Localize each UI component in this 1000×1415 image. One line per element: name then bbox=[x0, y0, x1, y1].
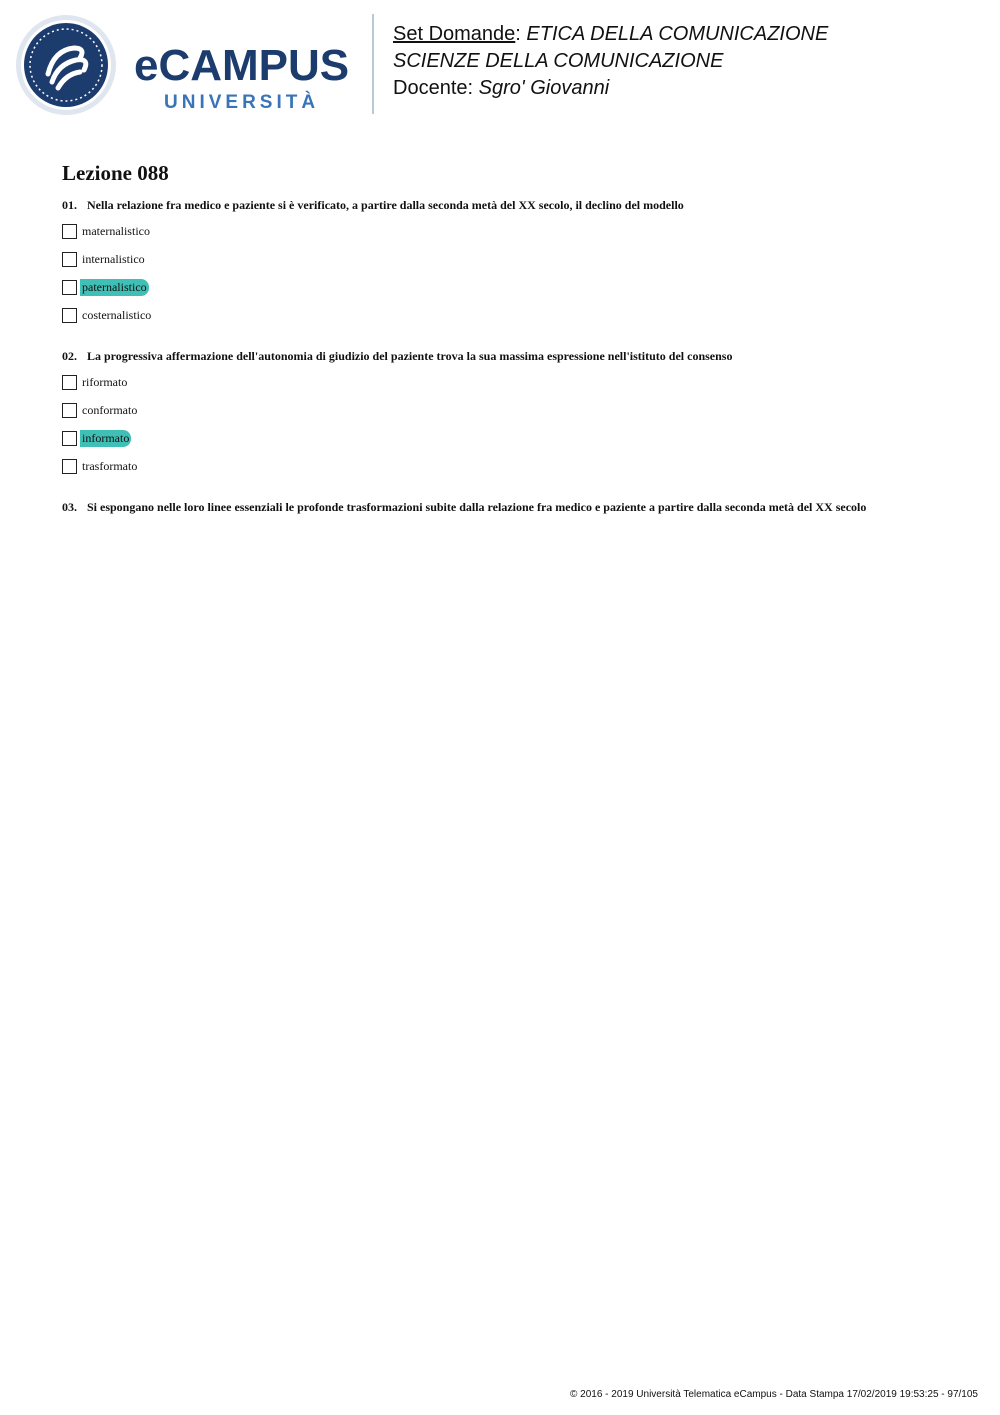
answer-option[interactable] bbox=[62, 306, 153, 324]
answer-option[interactable] bbox=[62, 222, 152, 240]
header-divider bbox=[372, 14, 374, 114]
docente-name: Sgro' Giovanni bbox=[478, 77, 610, 99]
question-02 bbox=[62, 349, 732, 364]
answer-label: conformato bbox=[82, 402, 138, 417]
logo-subtitle: UNIVERSITÀ bbox=[164, 92, 320, 113]
correct-answer-label: informato bbox=[82, 430, 130, 445]
answer-checkbox[interactable] bbox=[62, 280, 77, 295]
answer-checkbox[interactable] bbox=[62, 431, 77, 446]
docente-line bbox=[393, 75, 828, 102]
answer-option[interactable] bbox=[62, 373, 129, 391]
question-01 bbox=[62, 198, 684, 213]
answer-label: trasformato bbox=[82, 458, 138, 473]
question-number: 02. bbox=[62, 349, 77, 363]
page-footer: © 2016 - 2019 Università Telematica eCampus - Data Stampa 17/02/2019 19:53:25 - 97/105 bbox=[570, 1389, 978, 1400]
question-03 bbox=[62, 500, 866, 515]
answer-checkbox[interactable] bbox=[62, 375, 77, 390]
page-header bbox=[0, 0, 1000, 130]
set-label: Set Domande bbox=[393, 23, 516, 45]
question-number: 03. bbox=[62, 500, 77, 514]
answer-label: riformato bbox=[82, 374, 128, 389]
answer-option[interactable] bbox=[62, 429, 131, 447]
answer-label: maternalistico bbox=[82, 223, 150, 238]
answer-option[interactable] bbox=[62, 457, 139, 475]
lesson-title: Lezione 088 bbox=[62, 161, 169, 185]
question-number: 01. bbox=[62, 198, 77, 212]
answer-checkbox[interactable] bbox=[62, 224, 77, 239]
answer-checkbox[interactable] bbox=[62, 308, 77, 323]
logo-wordmark: eCAMPUS bbox=[134, 41, 350, 90]
question-text: La progressiva affermazione dell'autonomia di giudizio del paziente trova la sua massima espressione nell'istituto del consenso bbox=[87, 349, 733, 363]
set-separator: : bbox=[515, 23, 527, 45]
set-line bbox=[393, 21, 828, 48]
question-text: Nella relazione fra medico e paziente si è verificato, a partire dalla seconda metà del XX secolo, il declino del modello bbox=[87, 198, 684, 212]
docente-label: Docente: bbox=[393, 77, 479, 99]
answer-checkbox[interactable] bbox=[62, 252, 77, 267]
answer-checkbox[interactable] bbox=[62, 459, 77, 474]
answer-option[interactable] bbox=[62, 401, 139, 419]
program-name: SCIENZE DELLA COMUNICAZIONE bbox=[393, 50, 724, 72]
course-name: ETICA DELLA COMUNICAZIONE bbox=[526, 23, 829, 45]
answer-label: costernalistico bbox=[82, 307, 152, 322]
answer-checkbox[interactable] bbox=[62, 403, 77, 418]
correct-answer-label: paternalistico bbox=[82, 279, 147, 294]
course-info bbox=[393, 21, 828, 102]
ecampus-seal-icon bbox=[14, 14, 359, 116]
question-text: Si espongano nelle loro linee essenziali le profonde trasformazioni subite dalla relazione fra medico e paziente a partire dalla seconda metà del XX secolo bbox=[87, 500, 867, 514]
answer-label: internalistico bbox=[82, 251, 145, 266]
ecampus-logo bbox=[14, 14, 359, 116]
answer-option[interactable] bbox=[62, 278, 149, 296]
answer-option[interactable] bbox=[62, 250, 147, 268]
